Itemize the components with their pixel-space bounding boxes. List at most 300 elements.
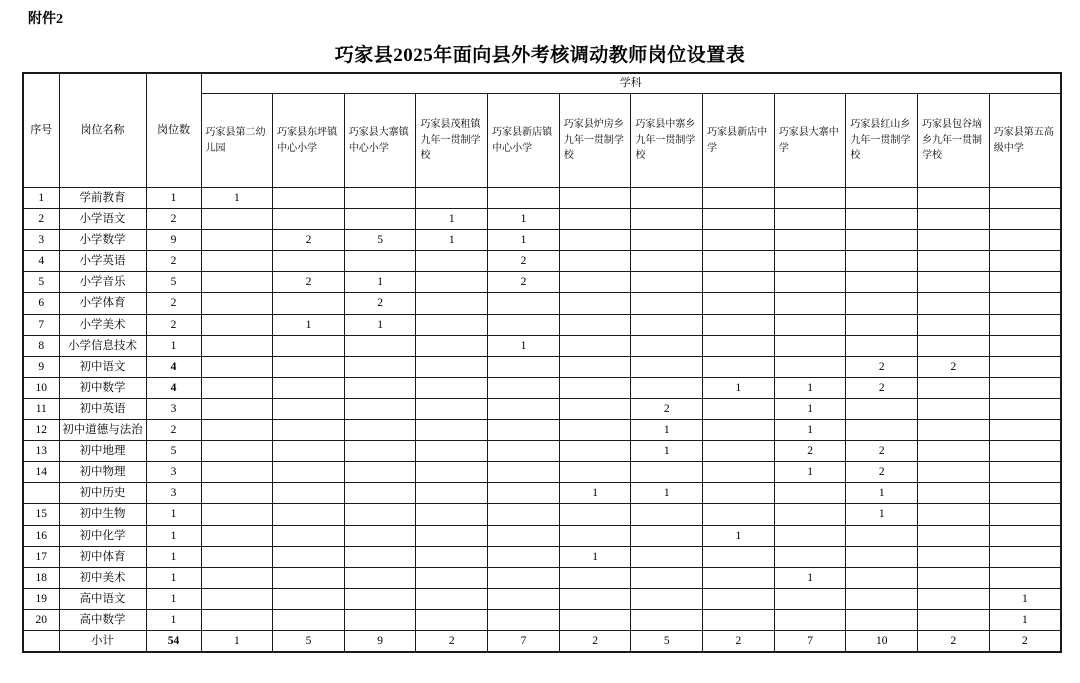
school-value-cell bbox=[918, 377, 990, 398]
school-header-3: 巧家县大寨镇中心小学 bbox=[344, 94, 416, 188]
school-value-cell bbox=[559, 209, 631, 230]
school-value-cell bbox=[559, 504, 631, 525]
school-value-cell bbox=[488, 314, 560, 335]
table-row bbox=[23, 546, 1061, 567]
school-value-cell bbox=[416, 420, 488, 441]
school-value-cell bbox=[201, 314, 273, 335]
row-number-cell: 4 bbox=[23, 251, 59, 272]
page-title: 巧家县2025年面向县外考核调动教师岗位设置表 bbox=[334, 45, 746, 66]
school-value-cell bbox=[416, 188, 488, 209]
school-value-cell: 2 bbox=[846, 441, 918, 462]
row-number-cell: 7 bbox=[23, 314, 59, 335]
school-value-cell: 1 bbox=[488, 335, 560, 356]
position-count-cell: 1 bbox=[146, 525, 201, 546]
school-header-2: 巧家县东坪镇中心小学 bbox=[273, 94, 345, 188]
school-value-cell: 1 bbox=[703, 377, 775, 398]
school-value-cell bbox=[989, 356, 1061, 377]
school-value-cell bbox=[273, 525, 345, 546]
school-value-cell bbox=[488, 525, 560, 546]
school-value-cell: 1 bbox=[774, 420, 846, 441]
table-row bbox=[23, 377, 1061, 398]
position-name-cell: 小学美术 bbox=[59, 314, 146, 335]
school-value-cell bbox=[416, 398, 488, 419]
school-value-cell bbox=[416, 525, 488, 546]
school-value-cell bbox=[918, 209, 990, 230]
position-count-cell: 5 bbox=[146, 441, 201, 462]
position-name-cell: 小学语文 bbox=[59, 209, 146, 230]
school-value-cell bbox=[989, 293, 1061, 314]
school-value-cell bbox=[989, 377, 1061, 398]
school-value-cell bbox=[344, 209, 416, 230]
school-value-cell: 1 bbox=[273, 314, 345, 335]
school-value-cell bbox=[774, 230, 846, 251]
school-value-cell bbox=[989, 251, 1061, 272]
school-value-cell bbox=[416, 504, 488, 525]
table-row bbox=[23, 230, 1061, 251]
school-value-cell bbox=[559, 272, 631, 293]
school-value-cell: 7 bbox=[774, 630, 846, 652]
school-value-cell bbox=[989, 462, 1061, 483]
school-value-cell bbox=[703, 609, 775, 630]
school-value-cell bbox=[918, 251, 990, 272]
school-value-cell: 10 bbox=[846, 630, 918, 652]
school-value-cell bbox=[631, 251, 703, 272]
school-value-cell bbox=[201, 293, 273, 314]
school-value-cell bbox=[631, 588, 703, 609]
school-value-cell bbox=[631, 567, 703, 588]
school-value-cell bbox=[918, 483, 990, 504]
position-name-cell: 初中体育 bbox=[59, 546, 146, 567]
school-value-cell bbox=[416, 356, 488, 377]
row-number-cell: 1 bbox=[23, 188, 59, 209]
school-value-cell bbox=[918, 314, 990, 335]
school-value-cell bbox=[201, 356, 273, 377]
school-value-cell bbox=[631, 609, 703, 630]
table-row bbox=[23, 567, 1061, 588]
school-value-cell bbox=[273, 441, 345, 462]
school-value-cell: 1 bbox=[416, 209, 488, 230]
school-value-cell bbox=[703, 293, 775, 314]
school-value-cell bbox=[201, 441, 273, 462]
school-value-cell bbox=[846, 525, 918, 546]
school-value-cell: 1 bbox=[774, 462, 846, 483]
school-value-cell bbox=[631, 356, 703, 377]
school-value-cell bbox=[201, 546, 273, 567]
school-value-cell bbox=[703, 230, 775, 251]
school-value-cell bbox=[631, 209, 703, 230]
school-value-cell bbox=[989, 504, 1061, 525]
school-value-cell: 7 bbox=[488, 630, 560, 652]
school-value-cell bbox=[559, 293, 631, 314]
school-value-cell bbox=[344, 188, 416, 209]
school-value-cell bbox=[559, 230, 631, 251]
school-value-cell bbox=[273, 251, 345, 272]
school-value-cell: 1 bbox=[344, 314, 416, 335]
school-value-cell bbox=[559, 335, 631, 356]
position-count-cell: 1 bbox=[146, 504, 201, 525]
position-count-cell: 1 bbox=[146, 588, 201, 609]
school-value-cell bbox=[416, 251, 488, 272]
school-value-cell bbox=[918, 293, 990, 314]
school-value-cell bbox=[559, 188, 631, 209]
table-row bbox=[23, 272, 1061, 293]
school-value-cell bbox=[846, 609, 918, 630]
school-value-cell bbox=[201, 504, 273, 525]
school-value-cell bbox=[201, 398, 273, 419]
position-count-cell: 2 bbox=[146, 420, 201, 441]
school-value-cell bbox=[488, 609, 560, 630]
school-value-cell bbox=[344, 588, 416, 609]
school-value-cell bbox=[273, 398, 345, 419]
school-value-cell bbox=[488, 398, 560, 419]
school-value-cell: 1 bbox=[631, 483, 703, 504]
school-value-cell bbox=[631, 293, 703, 314]
school-value-cell: 2 bbox=[846, 462, 918, 483]
school-header-9: 巧家县大寨中学 bbox=[774, 94, 846, 188]
school-value-cell bbox=[703, 483, 775, 504]
school-value-cell bbox=[846, 335, 918, 356]
col-header-count: 岗位数 bbox=[146, 73, 201, 188]
school-value-cell bbox=[918, 188, 990, 209]
school-value-cell bbox=[273, 335, 345, 356]
school-value-cell bbox=[774, 314, 846, 335]
table-row bbox=[23, 209, 1061, 230]
school-value-cell bbox=[774, 504, 846, 525]
school-value-cell: 2 bbox=[559, 630, 631, 652]
school-value-cell bbox=[846, 588, 918, 609]
position-count-cell: 54 bbox=[146, 630, 201, 652]
school-value-cell bbox=[703, 462, 775, 483]
school-value-cell bbox=[416, 546, 488, 567]
row-number-cell: 10 bbox=[23, 377, 59, 398]
table-row bbox=[23, 525, 1061, 546]
row-number-cell: 9 bbox=[23, 356, 59, 377]
table-row bbox=[23, 462, 1061, 483]
school-value-cell: 1 bbox=[989, 588, 1061, 609]
school-value-cell bbox=[631, 525, 703, 546]
header-row-1 bbox=[23, 73, 1061, 94]
subtotal-label-cell: 小计 bbox=[59, 630, 146, 652]
school-value-cell bbox=[201, 420, 273, 441]
position-name-cell: 初中数学 bbox=[59, 377, 146, 398]
school-value-cell bbox=[273, 504, 345, 525]
school-value-cell bbox=[344, 356, 416, 377]
school-header-4: 巧家县茂租镇九年一贯制学校 bbox=[416, 94, 488, 188]
school-value-cell bbox=[344, 525, 416, 546]
position-count-cell: 4 bbox=[146, 377, 201, 398]
school-value-cell: 1 bbox=[774, 377, 846, 398]
school-value-cell: 1 bbox=[201, 188, 273, 209]
col-header-no: 序号 bbox=[23, 73, 59, 188]
school-value-cell: 1 bbox=[488, 209, 560, 230]
school-value-cell bbox=[989, 188, 1061, 209]
school-value-cell bbox=[846, 251, 918, 272]
school-value-cell bbox=[774, 609, 846, 630]
school-value-cell: 1 bbox=[344, 272, 416, 293]
school-value-cell bbox=[989, 230, 1061, 251]
school-value-cell bbox=[416, 609, 488, 630]
school-value-cell bbox=[631, 546, 703, 567]
position-name-cell: 初中生物 bbox=[59, 504, 146, 525]
table-row bbox=[23, 293, 1061, 314]
school-value-cell bbox=[918, 230, 990, 251]
school-value-cell: 2 bbox=[918, 630, 990, 652]
position-count-cell: 1 bbox=[146, 188, 201, 209]
school-value-cell bbox=[918, 462, 990, 483]
school-value-cell bbox=[201, 377, 273, 398]
school-value-cell bbox=[918, 420, 990, 441]
school-value-cell bbox=[344, 420, 416, 441]
school-value-cell: 2 bbox=[846, 356, 918, 377]
school-value-cell bbox=[201, 335, 273, 356]
school-value-cell bbox=[344, 398, 416, 419]
school-value-cell: 1 bbox=[631, 441, 703, 462]
row-number-cell: 11 bbox=[23, 398, 59, 419]
position-count-cell: 2 bbox=[146, 314, 201, 335]
school-value-cell: 1 bbox=[774, 398, 846, 419]
school-value-cell bbox=[273, 209, 345, 230]
row-number-cell bbox=[23, 483, 59, 504]
school-header-10: 巧家县红山乡九年一贯制学校 bbox=[846, 94, 918, 188]
row-number-cell: 2 bbox=[23, 209, 59, 230]
school-value-cell: 2 bbox=[273, 230, 345, 251]
school-value-cell bbox=[703, 420, 775, 441]
school-value-cell bbox=[201, 209, 273, 230]
school-value-cell bbox=[846, 230, 918, 251]
position-count-cell: 1 bbox=[146, 609, 201, 630]
position-name-cell: 初中物理 bbox=[59, 462, 146, 483]
school-value-cell: 1 bbox=[631, 420, 703, 441]
school-value-cell: 1 bbox=[703, 525, 775, 546]
school-value-cell bbox=[703, 314, 775, 335]
school-value-cell bbox=[631, 188, 703, 209]
school-value-cell bbox=[846, 314, 918, 335]
school-value-cell: 2 bbox=[631, 398, 703, 419]
school-value-cell: 1 bbox=[846, 483, 918, 504]
row-number-cell: 20 bbox=[23, 609, 59, 630]
school-value-cell bbox=[273, 293, 345, 314]
row-number-cell: 16 bbox=[23, 525, 59, 546]
row-number-cell: 13 bbox=[23, 441, 59, 462]
school-value-cell bbox=[989, 441, 1061, 462]
school-value-cell bbox=[344, 377, 416, 398]
school-header-6: 巧家县炉房乡九年一贯制学校 bbox=[559, 94, 631, 188]
school-value-cell bbox=[918, 504, 990, 525]
school-value-cell bbox=[631, 272, 703, 293]
position-name-cell: 高中语文 bbox=[59, 588, 146, 609]
school-value-cell bbox=[918, 398, 990, 419]
school-value-cell bbox=[416, 588, 488, 609]
school-value-cell bbox=[559, 462, 631, 483]
school-value-cell bbox=[559, 588, 631, 609]
school-value-cell bbox=[918, 272, 990, 293]
school-value-cell bbox=[774, 525, 846, 546]
school-value-cell bbox=[918, 567, 990, 588]
position-name-cell: 小学体育 bbox=[59, 293, 146, 314]
school-value-cell: 2 bbox=[703, 630, 775, 652]
school-value-cell bbox=[488, 356, 560, 377]
position-name-cell: 小学英语 bbox=[59, 251, 146, 272]
school-value-cell: 1 bbox=[559, 546, 631, 567]
school-value-cell bbox=[344, 335, 416, 356]
school-value-cell bbox=[559, 377, 631, 398]
table-row bbox=[23, 483, 1061, 504]
row-number-cell: 15 bbox=[23, 504, 59, 525]
school-value-cell bbox=[989, 314, 1061, 335]
school-value-cell: 2 bbox=[273, 272, 345, 293]
school-header-5: 巧家县新店镇中心小学 bbox=[488, 94, 560, 188]
school-value-cell: 1 bbox=[989, 609, 1061, 630]
school-value-cell bbox=[703, 546, 775, 567]
school-value-cell bbox=[273, 588, 345, 609]
position-count-cell: 2 bbox=[146, 251, 201, 272]
school-value-cell bbox=[488, 483, 560, 504]
row-number-cell: 8 bbox=[23, 335, 59, 356]
position-name-cell: 小学数学 bbox=[59, 230, 146, 251]
school-value-cell bbox=[344, 483, 416, 504]
position-name-cell: 初中语文 bbox=[59, 356, 146, 377]
school-value-cell bbox=[774, 546, 846, 567]
school-value-cell bbox=[989, 272, 1061, 293]
school-value-cell bbox=[559, 609, 631, 630]
position-count-cell: 3 bbox=[146, 483, 201, 504]
school-value-cell bbox=[344, 441, 416, 462]
school-value-cell: 2 bbox=[774, 441, 846, 462]
school-value-cell: 5 bbox=[344, 230, 416, 251]
school-value-cell bbox=[559, 567, 631, 588]
school-value-cell bbox=[989, 398, 1061, 419]
table-row bbox=[23, 504, 1061, 525]
position-name-cell: 初中美术 bbox=[59, 567, 146, 588]
school-value-cell bbox=[703, 588, 775, 609]
position-count-cell: 3 bbox=[146, 398, 201, 419]
position-count-cell: 1 bbox=[146, 335, 201, 356]
school-value-cell bbox=[989, 525, 1061, 546]
table-row bbox=[23, 251, 1061, 272]
school-value-cell bbox=[989, 546, 1061, 567]
school-value-cell bbox=[631, 335, 703, 356]
row-number-cell: 18 bbox=[23, 567, 59, 588]
school-value-cell bbox=[989, 567, 1061, 588]
school-value-cell bbox=[918, 335, 990, 356]
school-value-cell: 2 bbox=[416, 630, 488, 652]
position-count-cell: 2 bbox=[146, 209, 201, 230]
school-value-cell bbox=[559, 420, 631, 441]
position-name-cell: 小学信息技术 bbox=[59, 335, 146, 356]
school-value-cell: 2 bbox=[846, 377, 918, 398]
school-value-cell: 2 bbox=[344, 293, 416, 314]
school-value-cell bbox=[774, 588, 846, 609]
position-count-cell: 1 bbox=[146, 546, 201, 567]
school-value-cell: 5 bbox=[273, 630, 345, 652]
school-value-cell bbox=[416, 441, 488, 462]
school-value-cell: 5 bbox=[631, 630, 703, 652]
position-name-cell: 初中化学 bbox=[59, 525, 146, 546]
school-value-cell bbox=[774, 293, 846, 314]
school-value-cell bbox=[201, 251, 273, 272]
school-value-cell bbox=[416, 314, 488, 335]
position-name-cell: 初中道德与法治 bbox=[59, 420, 146, 441]
school-header-11: 巧家县包谷垴乡九年一贯制学校 bbox=[918, 94, 990, 188]
position-count-cell: 4 bbox=[146, 356, 201, 377]
school-value-cell bbox=[774, 188, 846, 209]
school-value-cell bbox=[703, 209, 775, 230]
school-value-cell bbox=[918, 609, 990, 630]
school-value-cell bbox=[201, 567, 273, 588]
school-value-cell bbox=[559, 441, 631, 462]
row-number-cell: 14 bbox=[23, 462, 59, 483]
table-row bbox=[23, 420, 1061, 441]
row-number-cell: 12 bbox=[23, 420, 59, 441]
school-value-cell bbox=[416, 377, 488, 398]
table-body bbox=[23, 188, 1061, 653]
school-value-cell bbox=[416, 335, 488, 356]
school-value-cell bbox=[416, 272, 488, 293]
school-value-cell bbox=[344, 609, 416, 630]
school-value-cell bbox=[703, 504, 775, 525]
school-header-1: 巧家县第二幼儿园 bbox=[201, 94, 273, 188]
table-row bbox=[23, 356, 1061, 377]
school-value-cell: 1 bbox=[488, 230, 560, 251]
school-value-cell bbox=[488, 441, 560, 462]
row-number-cell: 17 bbox=[23, 546, 59, 567]
school-value-cell bbox=[846, 293, 918, 314]
school-value-cell: 2 bbox=[488, 251, 560, 272]
school-value-cell bbox=[488, 546, 560, 567]
row-number-cell bbox=[23, 630, 59, 652]
school-value-cell bbox=[989, 420, 1061, 441]
school-value-cell bbox=[488, 293, 560, 314]
school-value-cell bbox=[631, 377, 703, 398]
subtotal-row bbox=[23, 630, 1061, 652]
position-name-cell: 高中数学 bbox=[59, 609, 146, 630]
school-value-cell bbox=[846, 567, 918, 588]
school-value-cell bbox=[846, 272, 918, 293]
school-value-cell bbox=[631, 504, 703, 525]
table-row bbox=[23, 398, 1061, 419]
school-value-cell bbox=[703, 567, 775, 588]
table-row bbox=[23, 314, 1061, 335]
school-value-cell: 2 bbox=[989, 630, 1061, 652]
school-value-cell bbox=[631, 314, 703, 335]
school-value-cell bbox=[416, 567, 488, 588]
school-value-cell bbox=[273, 567, 345, 588]
attachment-label: 附件2 bbox=[28, 12, 63, 27]
position-name-cell: 初中英语 bbox=[59, 398, 146, 419]
school-value-cell bbox=[559, 251, 631, 272]
table-row bbox=[23, 609, 1061, 630]
position-name-cell: 学前教育 bbox=[59, 188, 146, 209]
school-value-cell bbox=[559, 314, 631, 335]
school-header-7: 巧家县中寨乡九年一贯制学校 bbox=[631, 94, 703, 188]
school-value-cell bbox=[774, 356, 846, 377]
school-value-cell bbox=[488, 588, 560, 609]
school-value-cell bbox=[631, 462, 703, 483]
table-row bbox=[23, 335, 1061, 356]
school-value-cell: 1 bbox=[201, 630, 273, 652]
row-number-cell: 19 bbox=[23, 588, 59, 609]
school-value-cell bbox=[703, 251, 775, 272]
school-value-cell bbox=[488, 420, 560, 441]
school-value-cell bbox=[559, 356, 631, 377]
row-number-cell: 3 bbox=[23, 230, 59, 251]
row-number-cell: 5 bbox=[23, 272, 59, 293]
school-value-cell bbox=[488, 567, 560, 588]
school-value-cell bbox=[703, 188, 775, 209]
school-value-cell bbox=[703, 272, 775, 293]
school-value-cell bbox=[273, 483, 345, 504]
row-number-cell: 6 bbox=[23, 293, 59, 314]
